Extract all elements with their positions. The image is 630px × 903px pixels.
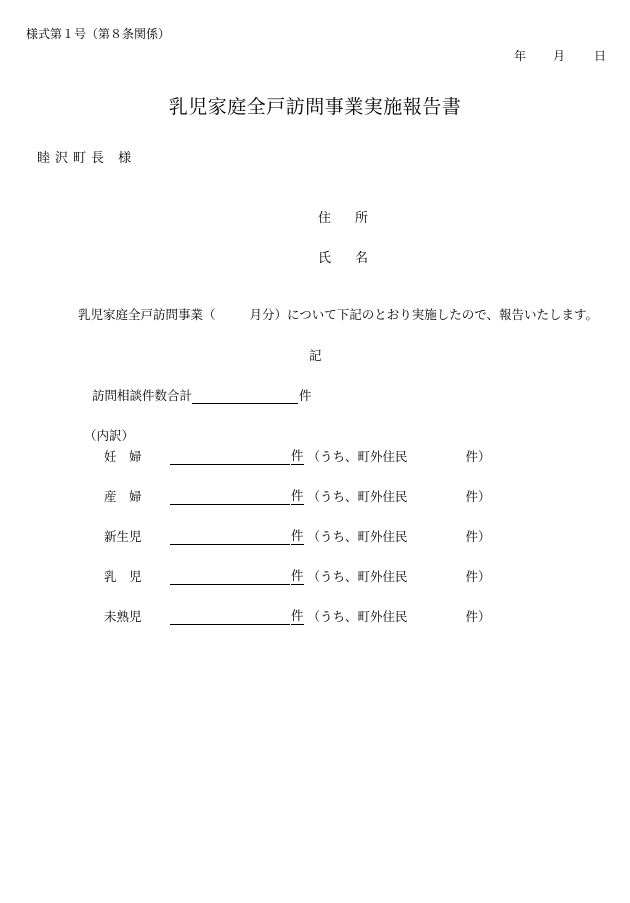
count-field[interactable]	[170, 610, 290, 625]
row-unit: 件	[291, 608, 304, 623]
form-number: 様式第１号（第８条関係）	[26, 27, 171, 41]
row-label: 産 婦	[104, 489, 142, 504]
row-unit: 件	[291, 568, 304, 583]
outside-resident-label: （うち、町外住民	[307, 489, 408, 504]
date-day-label: 日	[594, 49, 607, 63]
row-label: 未熟児	[104, 609, 142, 624]
breakdown-row-premature	[104, 606, 491, 625]
outside-resident-unit: 件）	[465, 489, 491, 504]
total-count-field[interactable]	[192, 389, 298, 404]
count-field[interactable]	[170, 490, 290, 505]
total-label: 訪問相談件数合計	[92, 388, 193, 403]
breakdown-label: （内訳）	[84, 428, 135, 443]
name-label: 氏名	[318, 251, 393, 266]
outside-resident-label: （うち、町外住民	[307, 609, 408, 624]
row-label: 新生児	[104, 529, 142, 544]
date-month-label: 月	[553, 49, 566, 63]
breakdown-row-postpartum	[104, 486, 491, 505]
document-title: 乳児家庭全戸訪問事業実施報告書	[168, 96, 462, 118]
row-unit: 件	[291, 448, 304, 463]
count-field[interactable]	[170, 530, 290, 545]
total-consultations-row	[92, 386, 312, 404]
count-field[interactable]	[170, 570, 290, 585]
total-unit: 件	[299, 388, 312, 403]
row-unit: 件	[291, 488, 304, 503]
outside-resident-label: （うち、町外住民	[307, 529, 408, 544]
breakdown-row-newborn	[104, 526, 491, 545]
report-statement	[78, 305, 598, 323]
breakdown-row-pregnant	[104, 446, 491, 465]
count-field[interactable]	[170, 450, 290, 465]
statement-after-month: 月分）について下記のとおり実施したので、報告いたします。	[249, 307, 599, 322]
outside-resident-unit: 件）	[465, 609, 491, 624]
outside-resident-unit: 件）	[465, 529, 491, 544]
ki-heading: 記	[309, 348, 322, 363]
outside-resident-unit: 件）	[465, 449, 491, 464]
date-year-label: 年	[514, 49, 527, 63]
row-label: 妊 婦	[104, 449, 142, 464]
addressee: 睦沢町長 様	[37, 151, 137, 166]
outside-resident-label: （うち、町外住民	[307, 569, 408, 584]
breakdown-row-infant	[104, 566, 491, 585]
outside-resident-unit: 件）	[465, 569, 491, 584]
statement-before-month: 乳児家庭全戸訪問事業（	[78, 307, 216, 322]
row-unit: 件	[291, 528, 304, 543]
address-label: 住所	[318, 211, 393, 226]
row-label: 乳 児	[104, 569, 142, 584]
outside-resident-label: （うち、町外住民	[307, 449, 408, 464]
